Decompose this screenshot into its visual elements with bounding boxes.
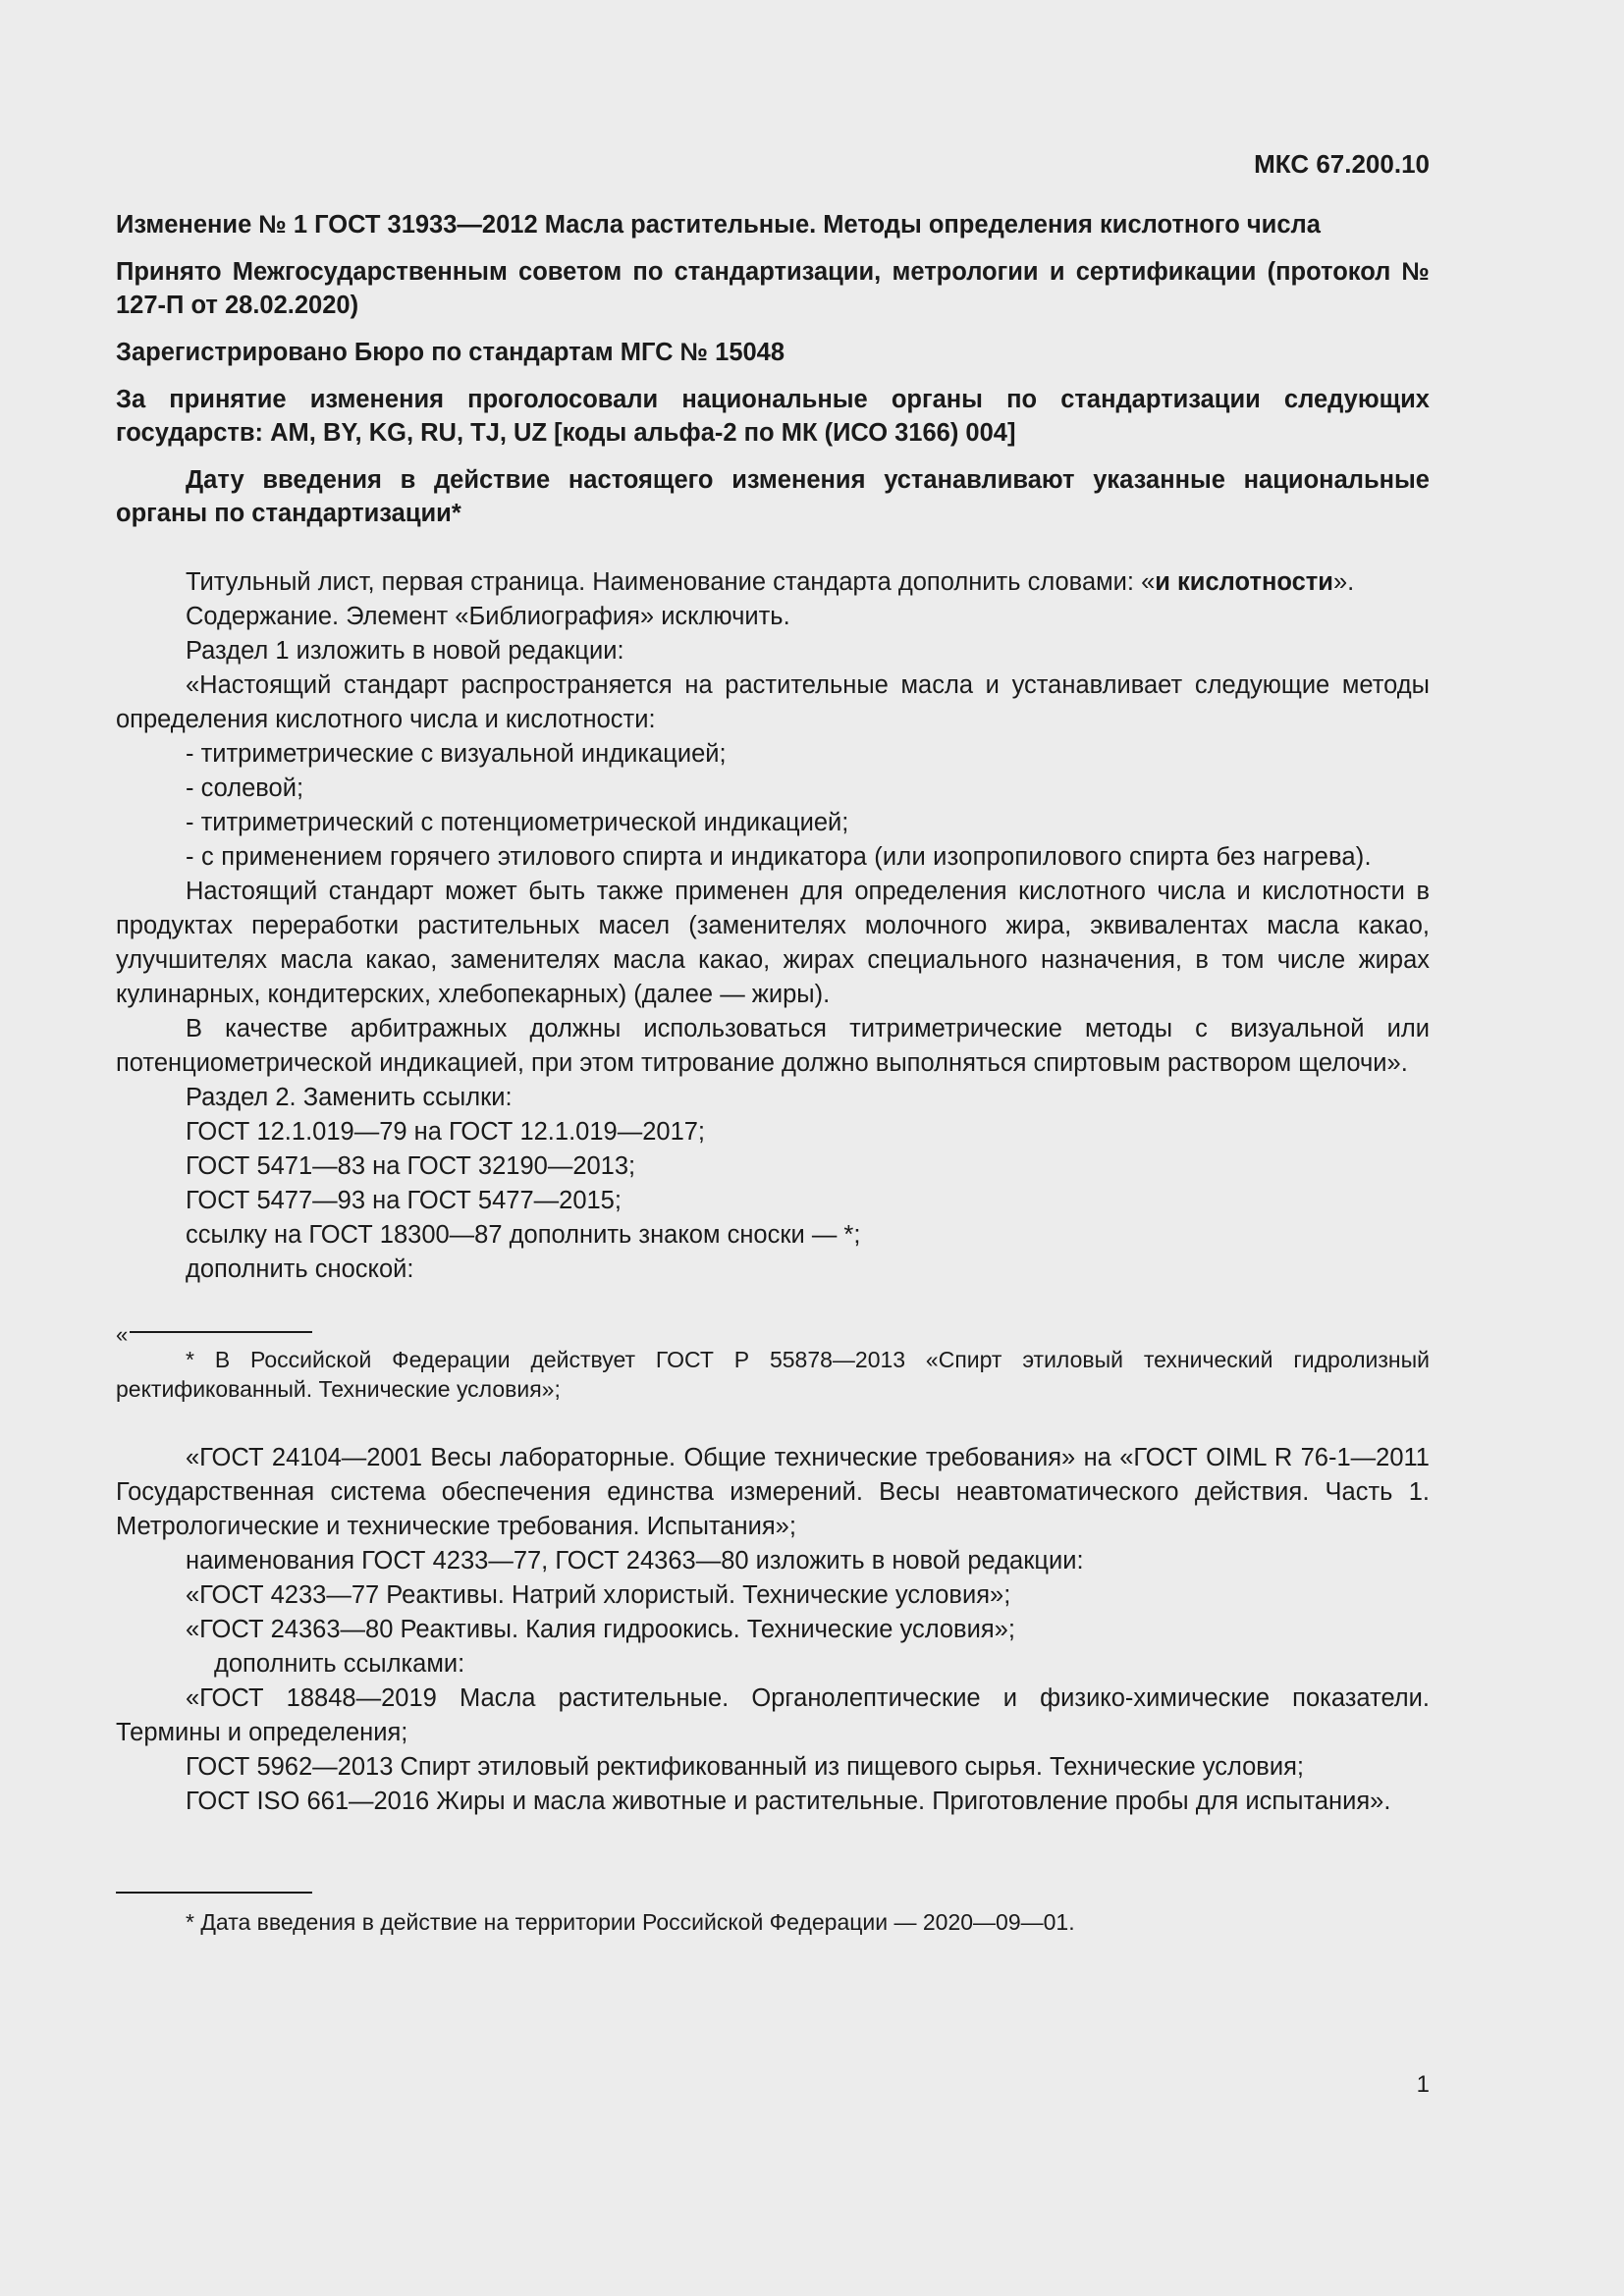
reference-line: ГОСТ ISO 661—2016 Жиры и масла животные и растительные. Приготовление пробы для испытания». bbox=[186, 1788, 1391, 1815]
paragraph-names: наименования ГОСТ 4233—77, ГОСТ 24363—80 изложить в новой редакции: bbox=[186, 1547, 1084, 1575]
opening-quote: « bbox=[116, 1322, 129, 1347]
list-item: - титриметрические с визуальной индикацией; bbox=[186, 740, 727, 768]
list-item: - солевой; bbox=[186, 774, 304, 802]
mks-code: МКС 67.200.10 bbox=[1254, 149, 1430, 179]
reference-line: дополнить сноской: bbox=[186, 1255, 414, 1283]
paragraph-applicability: Настоящий стандарт может быть также применен для определения кислотного числа и кислотности в продуктах переработки растительных масел (заменителях молочного жира, эквивалентах масла какао, улучшителях масла какао, заменителях масла какао, жирах специального назначения, в том числе жирах кулинарных, кондитерских, хлебопекарных) (далее — жиры). bbox=[116, 878, 1430, 1008]
registration-note: Зарегистрировано Бюро по стандартам МГС № 15048 bbox=[116, 339, 785, 366]
reference-line: «ГОСТ 24363—80 Реактивы. Калия гидроокись. Технические условия»; bbox=[186, 1616, 1015, 1643]
paragraph-add-refs: дополнить ссылками: bbox=[214, 1650, 465, 1678]
reference-line: «ГОСТ 18848—2019 Масла растительные. Органолептические и физико-химические показатели. Термины и определения; bbox=[116, 1684, 1430, 1746]
paragraph-arbitration: В качестве арбитражных должны использоваться титриметрические методы с визуальной или потенциометрической индикацией, при этом титрование должно выполняться спиртовым раствором щелочи». bbox=[116, 1015, 1430, 1077]
reference-line: ГОСТ 5962—2013 Спирт этиловый ректификованный из пищевого сырья. Технические условия; bbox=[186, 1753, 1304, 1781]
paragraph-title-page bbox=[116, 565, 1430, 600]
intro-date-note: Дату введения в действие настоящего изменения устанавливают указанные национальные органы по стандартизации* bbox=[116, 466, 1430, 527]
page-footnote: * Дата введения в действие на территории Российской Федерации — 2020—09—01. bbox=[186, 1909, 1075, 1935]
reference-line: ГОСТ 5477—93 на ГОСТ 5477—2015; bbox=[186, 1187, 622, 1214]
paragraph-section2: Раздел 2. Заменить ссылки: bbox=[186, 1084, 513, 1111]
page-number: 1 bbox=[1416, 2071, 1430, 2098]
reference-line: ГОСТ 12.1.019—79 на ГОСТ 12.1.019—2017; bbox=[186, 1118, 706, 1146]
adoption-note: Принято Межгосударственным советом по стандартизации, метрологии и сертификации (протокол № 127-П от 28.02.2020) bbox=[116, 258, 1430, 319]
list-item: - с применением горячего этилового спирта и индикатора (или изопропилового спирта без нагрева). bbox=[186, 843, 1372, 871]
paragraph-contents: Содержание. Элемент «Библиография» исключить. bbox=[186, 603, 790, 630]
paragraph-scope: «Настоящий стандарт распространяется на растительные масла и устанавливает следующие методы определения кислотного числа и кислотности: bbox=[116, 671, 1430, 733]
amendment-title: Изменение № 1 ГОСТ 31933—2012 Масла растительные. Методы определения кислотного числа bbox=[116, 211, 1321, 239]
title-page-suffix: ». bbox=[1332, 568, 1355, 596]
paragraph-section1: Раздел 1 изложить в новой редакции: bbox=[186, 637, 624, 665]
paragraph-scales: «ГОСТ 24104—2001 Весы лабораторные. Общие технические требования» на «ГОСТ OIML R 76-1—2011 Государственная система обеспечения единства измерений. Весы неавтоматического действия. Часть 1. Метрологические и технические требования. Испытания»; bbox=[116, 1444, 1430, 1540]
list-item: - титриметрический с потенциометрической индикацией; bbox=[186, 809, 849, 836]
reference-line: «ГОСТ 4233—77 Реактивы. Натрий хлористый. Технические условия»; bbox=[186, 1581, 1011, 1609]
document-page bbox=[116, 147, 1430, 1937]
footnote-rule bbox=[130, 1331, 312, 1333]
inline-footnote-separator bbox=[116, 1323, 1430, 1345]
title-page-text: Титульный лист, первая страница. Наименование стандарта дополнить словами: « bbox=[186, 568, 1156, 596]
inline-footnote: * В Российской Федерации действует ГОСТ Р 55878—2013 «Спирт этиловый технический гидролизный ректификованный. Технические условия»; bbox=[116, 1347, 1430, 1402]
title-page-bold-text: и кислотности bbox=[1155, 568, 1333, 596]
page-footnote-rule bbox=[116, 1892, 312, 1894]
reference-line: ссылку на ГОСТ 18300—87 дополнить знаком сноски — *; bbox=[186, 1221, 861, 1249]
voting-note: За принятие изменения проголосовали национальные органы по стандартизации следующих государств: AM, BY, KG, RU, TJ, UZ [коды альфа-2 по МК (ИСО 3166) 004] bbox=[116, 386, 1430, 447]
reference-line: ГОСТ 5471—83 на ГОСТ 32190—2013; bbox=[186, 1152, 636, 1180]
amendment-body bbox=[116, 565, 1430, 1819]
